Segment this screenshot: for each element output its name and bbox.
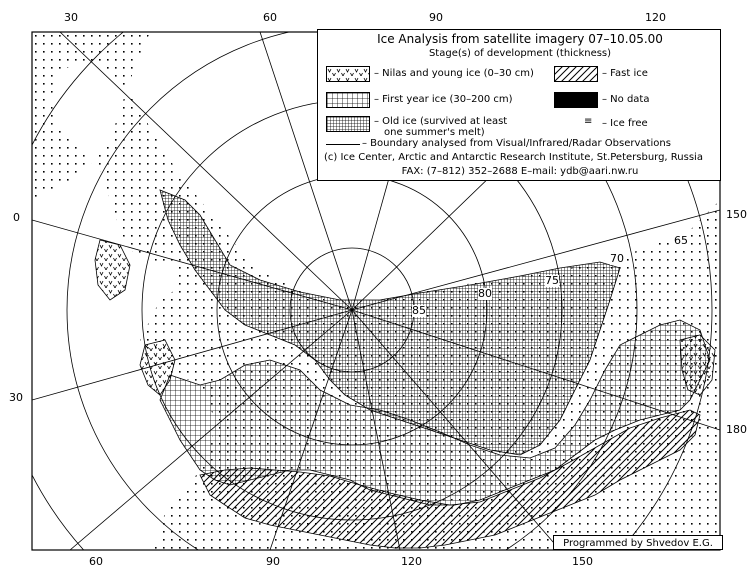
legend-nilas-label: – Nilas and young ice (0–30 cm) (374, 68, 534, 79)
lat-circle-label: 85 (412, 304, 426, 317)
lon-label-top: 60 (263, 11, 277, 24)
lat-circle-label: 80 (478, 287, 492, 300)
legend-title: Ice Analysis from satellite imagery 07–10.05.00 (377, 32, 663, 46)
lat-circle-label: 70 (610, 252, 624, 265)
lon-label-top: 30 (64, 11, 78, 24)
ice-free-icon: ≡ (584, 116, 593, 127)
lat-circle-label: 75 (545, 274, 559, 287)
credit-label: Programmed by Shvedov E.G. (553, 535, 723, 550)
legend-fast-ice-label: – Fast ice (602, 68, 648, 79)
no-data-swatch (554, 92, 598, 108)
lon-label-top: 90 (429, 11, 443, 24)
legend-contact: FAX: (7–812) 352–2688 E–mail: ydb@aari.nw.ru (401, 166, 639, 177)
old-ice-swatch (326, 116, 370, 132)
legend-old-ice-label: – Old ice (survived at least (374, 116, 508, 127)
legend-no-data-label: – No data (602, 94, 650, 105)
legend-ice-free-label: – Ice free (602, 118, 648, 129)
lat-circle-label: 65 (674, 234, 688, 247)
lon-label-bottom: 60 (89, 555, 103, 568)
legend-first-year-label: – First year ice (30–200 cm) (374, 94, 513, 105)
lon-label-top: 120 (645, 11, 666, 24)
lon-label-bottom: 120 (401, 555, 422, 568)
first-year-swatch (326, 92, 370, 108)
legend-subtitle: Stage(s) of development (thickness) (428, 48, 612, 59)
nilas-swatch (326, 66, 370, 82)
legend-institute: (c) Ice Center, Arctic and Antarctic Research Institute, St.Petersburg, Russia (324, 152, 703, 163)
lon-label-bottom: 150 (572, 555, 593, 568)
lat-label-left: 30 (9, 391, 23, 404)
legend-old-ice-label-2: one summer's melt) (384, 127, 485, 138)
lon-label-right: 150 (726, 208, 747, 221)
boundary-line-swatch (326, 144, 360, 145)
lon-label-right: 180 (726, 423, 747, 436)
fast-ice-swatch (554, 66, 598, 82)
legend-boundary-label: – Boundary analysed from Visual/Infrared/Radar Observations (362, 138, 671, 149)
lon-label-bottom: 90 (266, 555, 280, 568)
map-legend (317, 29, 721, 181)
lat-label-left: 0 (13, 211, 20, 224)
